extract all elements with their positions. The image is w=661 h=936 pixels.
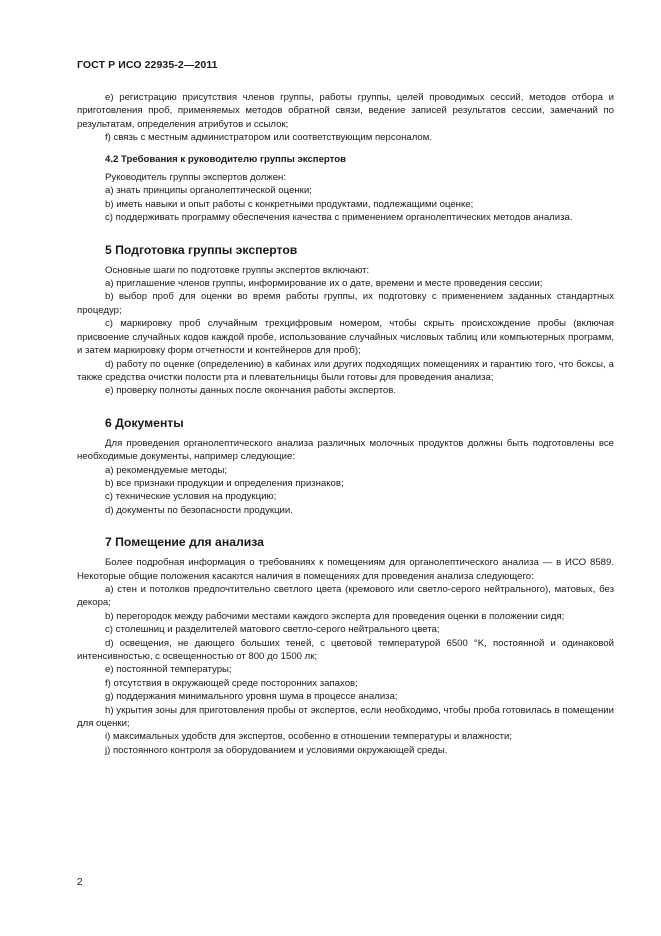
list-item: a) рекомендуемые методы; bbox=[105, 464, 228, 476]
subsection-heading-4-2: 4.2 Требования к руководителю группы экспертов bbox=[105, 153, 346, 165]
list-item: c) технические условия на продукцию; bbox=[105, 491, 277, 503]
list-item: d) работу по оценке (определению) в кабинах или других подходящих помещениях и гарантию того, что боксы, а также средства очистки полости рта и плевательницы были готовы для проведения анализа; bbox=[77, 358, 614, 383]
document-code-header: ГОСТ Р ИСО 22935-2—2011 bbox=[77, 59, 218, 71]
list-item: j) постоянного контроля за оборудованием и условиями окружающей среды. bbox=[105, 744, 448, 756]
list-item: b) выбор проб для оценки во время работы группы, их подготовку с применением заданных стандартных процедур; bbox=[77, 291, 614, 316]
list-item: a) приглашение членов группы, информирование их о дате, времени и месте проведения сессии; bbox=[105, 278, 543, 290]
section-heading-5: 5 Подготовка группы экспертов bbox=[105, 242, 298, 257]
list-item: d) освещения, не дающего больших теней, с цветовой температурой 6500 °K, постоянной и одинаковой интенсивностью, с освещенностью от 800 до 1500 лк; bbox=[77, 637, 614, 662]
list-item: a) стен и потолков предпочтительно светлого цвета (кремового или светло-серого нейтрального), матовых, без декора; bbox=[77, 583, 614, 609]
section-heading-6: 6 Документы bbox=[105, 415, 184, 430]
list-item: c) маркировку проб случайным трехцифровым номером, чтобы скрыть происхождение пробы (включая присвоение случайных кодов каждой пробе, использование случайных числовых таблиц или компьютерных программ, и затем маркировку форм отчетности и контейнеров для проб); bbox=[77, 318, 614, 357]
list-item: i) максимальных удобств для экспертов, особенно в отношении температуры и влажности; bbox=[105, 731, 512, 743]
list-item: c) поддерживать программу обеспечения качества с применением органолептических методов анализа. bbox=[105, 212, 573, 224]
list-item: c) столешниц и разделителей матового светло-серого нейтрального цвета; bbox=[105, 624, 440, 636]
list-item-f-admin-contact: f) связь с местным администратором или соответствующим персоналом. bbox=[105, 132, 433, 144]
list-item: b) все признаки продукции и определения признаков; bbox=[105, 477, 344, 489]
list-item-e-registration: e) регистрацию присутствия членов группы, работы группы, целей проводимых сессий, методов отбора и приготовления проб, применяемых методов обратной связи, ведение записей результатов сессии, замечаний по результатам, определения атрибутов и ссылок; bbox=[77, 92, 614, 130]
paragraph: Более подробная информация о требованиях к помещениям для органолептического анализа — в ИСО 8589. Некоторые общие положения касаются наличия в помещениях для проведения анализа следующего: bbox=[77, 557, 614, 582]
paragraph: Для проведения органолептического анализа различных молочных продуктов должны быть подготовлены все необходимые документы, например следующие: bbox=[77, 437, 614, 463]
list-item: e) постоянной температуры; bbox=[105, 664, 232, 676]
section-heading-7: 7 Помещение для анализа bbox=[105, 535, 264, 550]
list-item: g) поддержания минимального уровня шума в процессе анализа; bbox=[105, 691, 398, 703]
list-item: b) иметь навыки и опыт работы с конкретными продуктами, подлежащими оценке; bbox=[105, 198, 474, 210]
list-item: a) знать принципы органолептической оценки; bbox=[105, 185, 312, 197]
list-item: h) укрытия зоны для приготовления пробы от экспертов, если необходимо, чтобы проба готовилась в помещении для оценки; bbox=[77, 704, 614, 730]
list-item: f) отсутствия в окружающей среде посторонних запахов; bbox=[105, 677, 358, 689]
document-body bbox=[77, 91, 614, 757]
paragraph: Основные шаги по подготовке группы экспертов включают: bbox=[105, 264, 370, 276]
paragraph: Руководитель группы экспертов должен: bbox=[105, 172, 287, 184]
list-item: e) проверку полноты данных после окончания работы экспертов. bbox=[105, 385, 397, 397]
list-item: d) документы по безопасности продукции. bbox=[105, 504, 293, 516]
list-item: b) перегородок между рабочими местами каждого эксперта для проведения оценки в положении сидя; bbox=[105, 610, 565, 622]
page-number: 2 bbox=[77, 877, 83, 888]
